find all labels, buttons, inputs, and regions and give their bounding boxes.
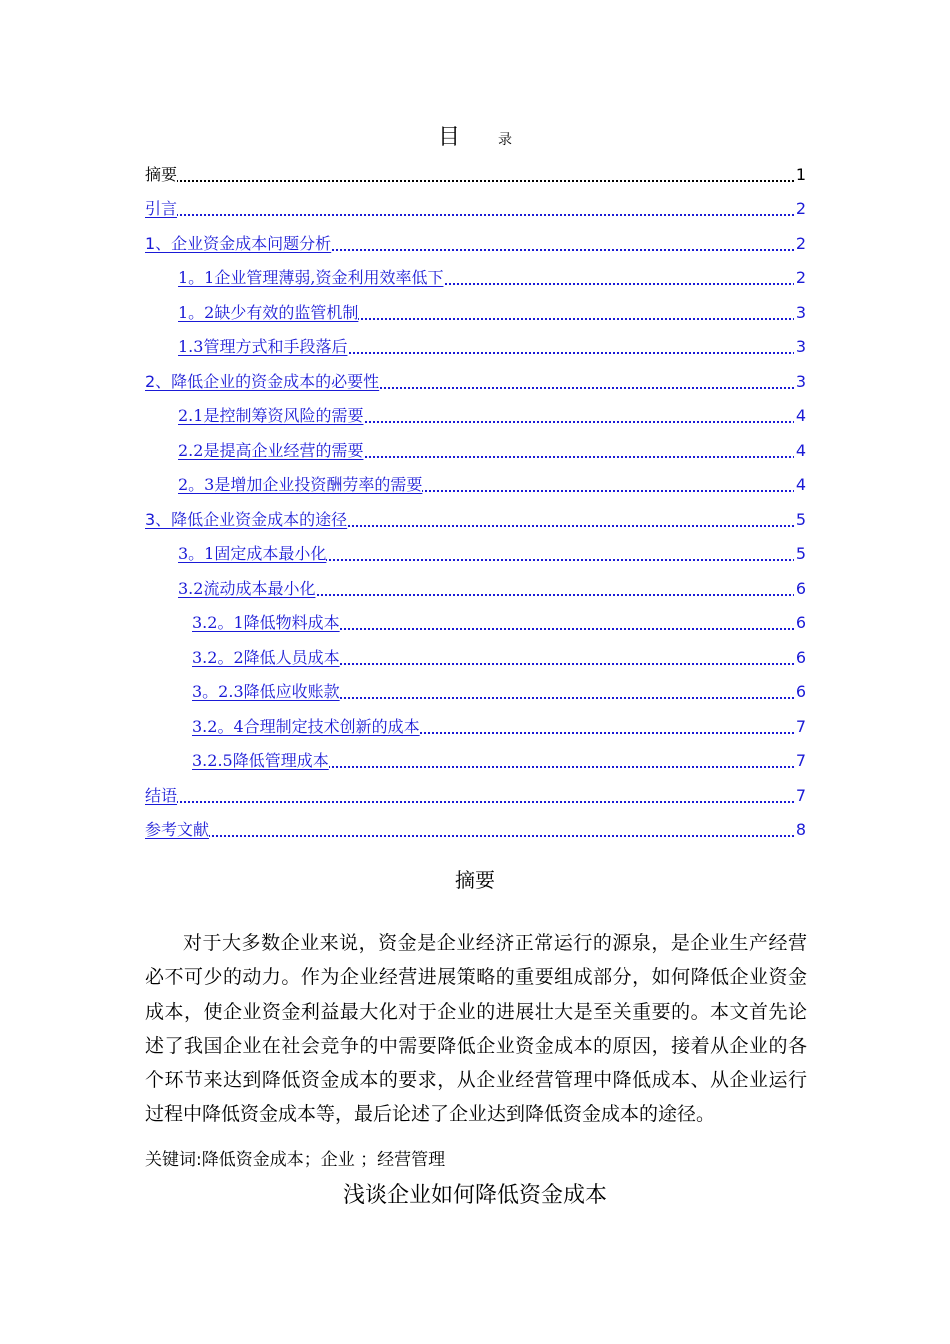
toc-entry-label[interactable]: 1。1企业管理薄弱,资金利用效率低下 — [178, 268, 444, 287]
toc-title-sub: 录 — [498, 132, 512, 148]
toc-entry-page[interactable]: 3 — [795, 302, 806, 322]
toc-entry-label[interactable]: 3。2.3降低应收账款 — [192, 682, 340, 701]
toc-entry-page[interactable]: 2 — [795, 268, 806, 287]
keywords-line — [145, 1148, 445, 1172]
toc-entry-page[interactable]: 3 — [795, 337, 806, 356]
toc-entry-label[interactable]: 3.2.5降低管理成本 — [192, 751, 329, 770]
toc-entry[interactable] — [145, 186, 806, 221]
toc-entry-label[interactable]: 3.2。4合理制定技术创新的成本 — [192, 716, 420, 736]
toc-entry[interactable] — [145, 669, 806, 704]
toc-entry[interactable] — [145, 531, 806, 566]
toc-entry-label[interactable]: 3.2流动成本最小化 — [178, 578, 316, 598]
keywords-label: 关键词: — [145, 1150, 202, 1170]
toc-entry-page[interactable]: 2 — [795, 199, 806, 218]
toc-entry[interactable] — [145, 462, 806, 497]
toc-entry-page[interactable]: 7 — [795, 716, 806, 736]
toc-entry[interactable] — [145, 738, 806, 773]
toc-entry[interactable] — [145, 255, 806, 290]
toc-entry-label[interactable]: 3.2。1降低物料成本 — [192, 613, 340, 632]
toc-entry-page[interactable]: 4 — [795, 475, 806, 494]
toc-entry[interactable] — [145, 807, 806, 842]
toc-dot-leader — [145, 179, 806, 182]
toc-entry-page[interactable]: 7 — [795, 751, 806, 770]
toc-entry-label[interactable]: 1.3管理方式和手段落后 — [178, 337, 348, 356]
toc-entry[interactable] — [145, 289, 806, 324]
toc-entry[interactable] — [145, 634, 806, 669]
toc-entry[interactable] — [145, 393, 806, 428]
toc-entry[interactable] — [145, 427, 806, 462]
toc-entry-page[interactable]: 2 — [795, 233, 806, 253]
toc-entry-page[interactable]: 6 — [795, 647, 806, 667]
table-of-contents — [145, 151, 806, 841]
toc-entry — [145, 151, 806, 186]
toc-entry-page[interactable]: 5 — [795, 509, 806, 529]
toc-entry-page[interactable]: 4 — [795, 440, 806, 460]
toc-entry-label[interactable]: 2、降低企业的资金成本的必要性 — [145, 371, 380, 391]
toc-entry-page[interactable]: 6 — [795, 578, 806, 598]
toc-entry-page[interactable]: 6 — [795, 613, 806, 632]
toc-entry-page: 1 — [795, 164, 806, 184]
toc-dot-leader — [145, 213, 806, 216]
toc-entry-label[interactable]: 2.2是提高企业经营的需要 — [178, 440, 364, 460]
document-title: 浅谈企业如何降低资金成本 — [342, 1183, 607, 1208]
toc-entry-page[interactable]: 4 — [795, 406, 806, 425]
toc-entry[interactable] — [145, 324, 806, 359]
toc-dot-leader — [145, 800, 806, 803]
keywords-text: 降低资金成本；企业 ；经营管理 — [201, 1150, 446, 1170]
toc-entry-label[interactable]: 1。2缺少有效的监管机制 — [178, 302, 359, 322]
toc-entry[interactable] — [145, 772, 806, 807]
toc-entry-label[interactable]: 2.1是控制筹资风险的需要 — [178, 406, 364, 425]
toc-entry-label[interactable]: 2。3是增加企业投资酬劳率的需要 — [178, 475, 423, 494]
toc-entry-page[interactable]: 7 — [795, 785, 806, 805]
toc-entry[interactable] — [145, 600, 806, 635]
toc-entry[interactable] — [145, 496, 806, 531]
toc-entry[interactable] — [145, 703, 806, 738]
toc-dot-leader — [145, 834, 806, 837]
toc-entry-label[interactable]: 3、降低企业资金成本的途径 — [145, 509, 348, 529]
toc-entry-page[interactable]: 6 — [795, 682, 806, 701]
toc-entry-label[interactable]: 3。1固定成本最小化 — [178, 544, 327, 563]
abstract-heading: 摘要 — [455, 868, 495, 892]
toc-entry-page[interactable]: 8 — [795, 820, 806, 839]
abstract-body: 对于大多数企业来说，资金是企业经济正常运行的源泉，是企业生产经营必不可少的动力。作为企业经营进展策略的重要组成部分，如何降低企业资金成本，使企业资金利益最大化对于企业的进展壮大是至关重要的。本文首先论述了我国企业在社会竞争的中需要降低企业资金成本的原因，接着从企业的各个环节来达到降低资金成本的要求，从企业经营管理中降低成本、从企业运行过程中降低资金成本等，最后论述了企业达到降低资金成本的途径。 — [145, 932, 807, 1126]
toc-entry-label[interactable]: 3.2。2降低人员成本 — [192, 647, 340, 667]
toc-entry[interactable] — [145, 220, 806, 255]
toc-entry-label: 摘要 — [145, 164, 178, 184]
toc-title-main: 目 — [437, 125, 460, 150]
toc-entry[interactable] — [145, 565, 806, 600]
toc-entry-label[interactable]: 1、企业资金成本问题分析 — [145, 233, 332, 253]
toc-entry-label[interactable]: 参考文献 — [145, 820, 210, 839]
toc-entry[interactable] — [145, 358, 806, 393]
toc-entry-page[interactable]: 5 — [795, 544, 806, 563]
toc-entry-page[interactable]: 3 — [795, 371, 806, 391]
toc-entry-label[interactable]: 结语 — [145, 785, 178, 805]
toc-title — [0, 124, 950, 154]
toc-entry-label[interactable]: 引言 — [145, 199, 178, 218]
